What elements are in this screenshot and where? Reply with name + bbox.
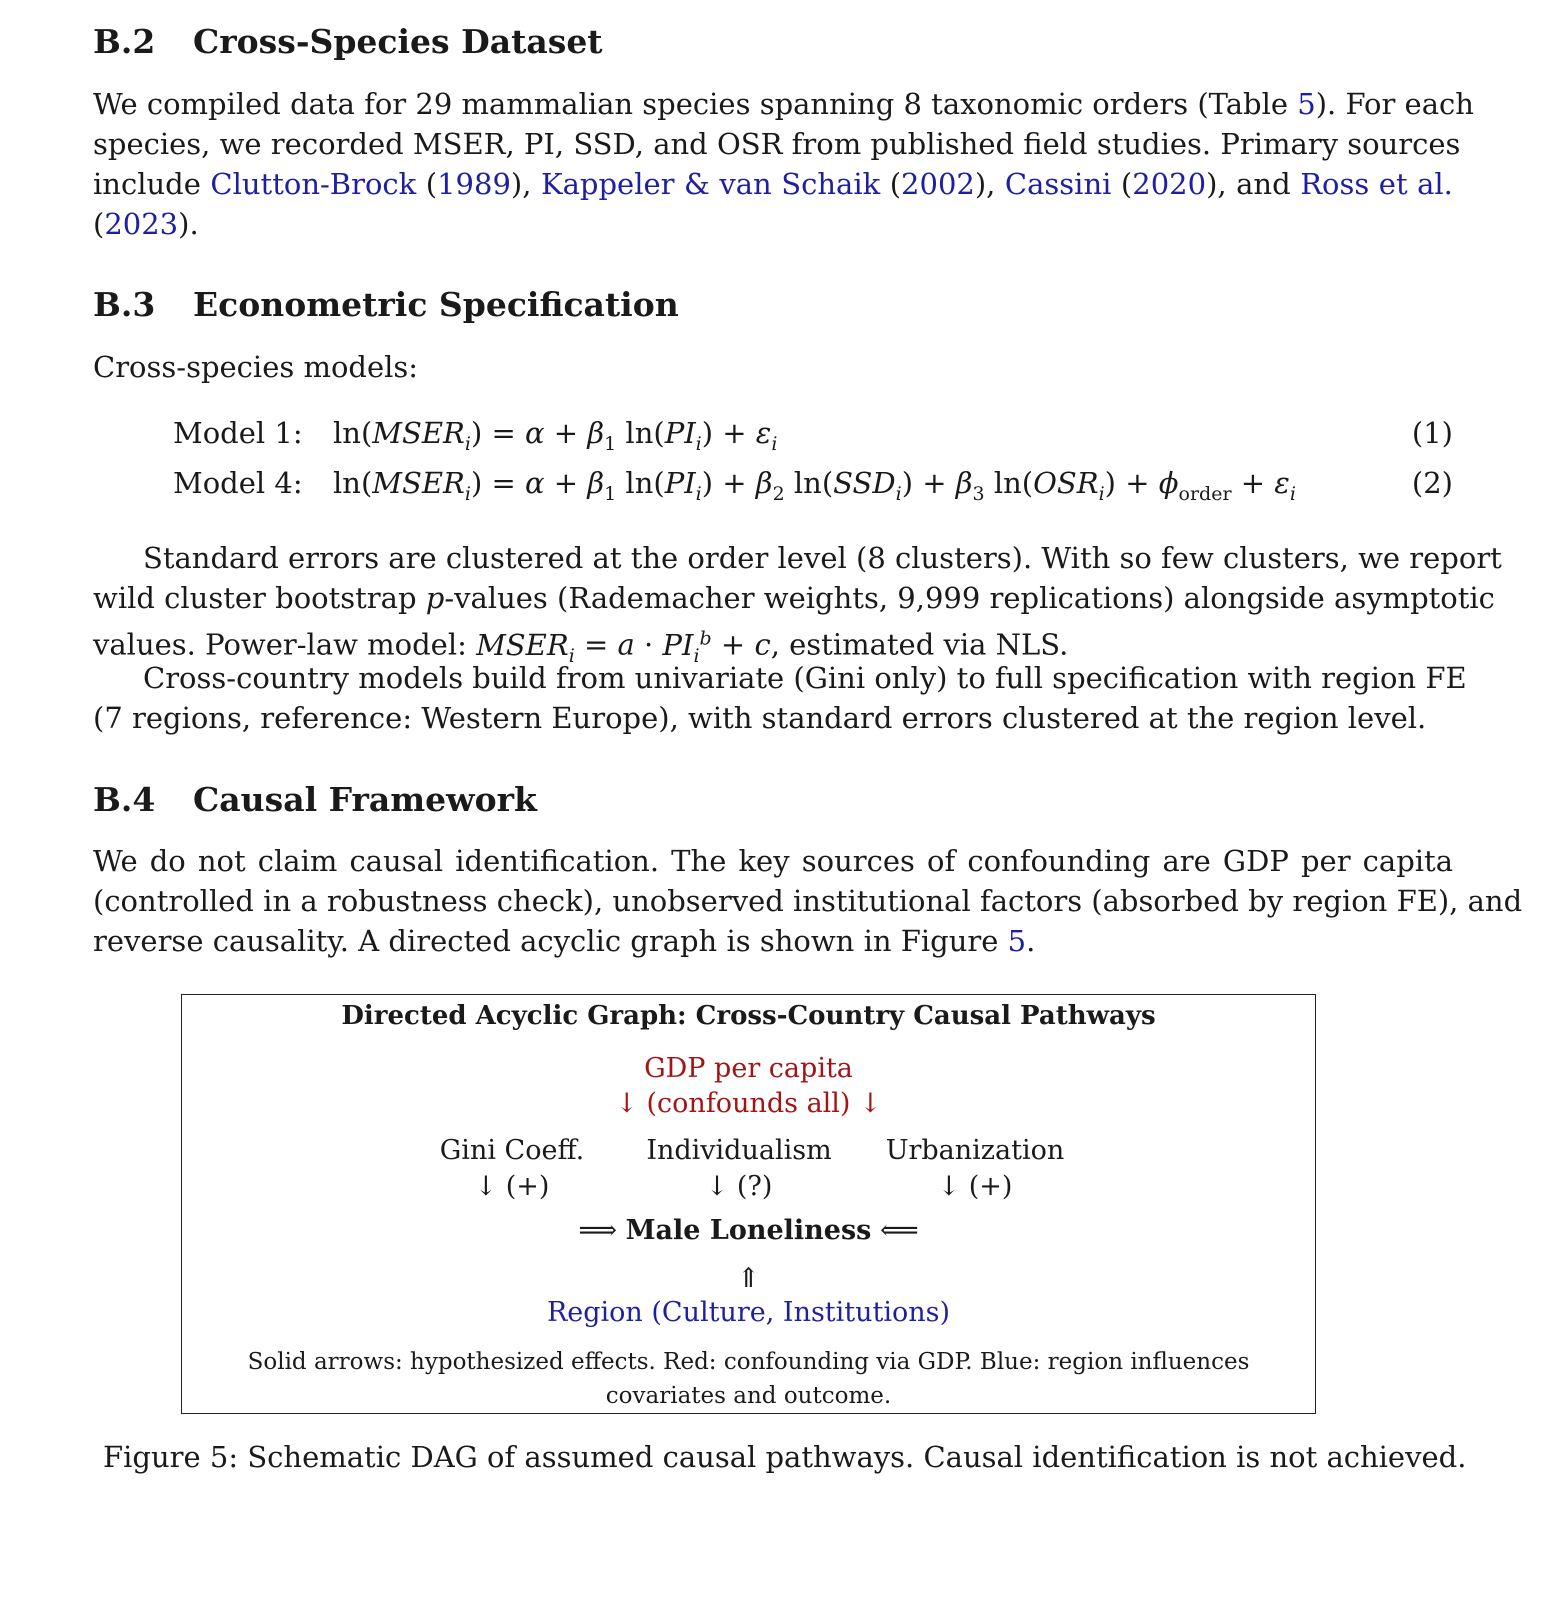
figure-caption: Figure 5: Schematic DAG of assumed causal pathways. Causal identification is not achieved. [103, 1440, 1467, 1474]
confounds-arrow: ↓ (confounds all) ↓ [615, 1088, 882, 1119]
section-heading-b4: B.4 Causal Framework [93, 780, 537, 819]
paragraph-b4: We do not claim causal identification. The key sources of confounding are GDP per capita (controlled in a robustness check), unobserved institutional factors (absorbed by region FE), and reverse causality. A directed acyclic graph is shown in Figure 5. [93, 844, 1523, 958]
citation-cassini-link[interactable]: Cassini [1004, 167, 1112, 201]
dag-figure [181, 994, 1316, 1414]
section-heading-b3: B.3 Econometric Specification [93, 285, 679, 324]
paragraph-b2: We compiled data for 29 mammalian species spanning 8 taxonomic orders (Table 5). For each species, we recorded MSER, PI, SSD, and OSR from published field studies. Primary sources include Clutton-Brock (1989), Kappeler & van Schaik (2002), Cassini (2020), and Ross et al. (2023). [93, 87, 1474, 241]
outcome-right-arrow: ⟸ [879, 1215, 919, 1246]
outcome-left-arrow: ⟹ [578, 1215, 618, 1246]
figure-note: Solid arrows: hypothesized effects. Red: confounding via GDP. Blue: region influences covariates and outcome. [247, 1349, 1250, 1409]
node-individualism: Individualism [646, 1135, 832, 1166]
node-gini: Gini Coeff. [439, 1135, 585, 1166]
paragraph-b3-intro: Cross-species models: [93, 350, 419, 384]
node-urbanization: Urbanization [885, 1135, 1065, 1166]
node-outcome [182, 1215, 1315, 1246]
citation-ross-link[interactable]: Ross et al. [1300, 167, 1453, 201]
figure-title: Directed Acyclic Graph: Cross-Country Causal Pathways [341, 1001, 1156, 1031]
arrow-individualism: ↓ (?) [705, 1171, 773, 1202]
node-region: Region (Culture, Institutions) [546, 1297, 951, 1328]
citation-clutton-brock-year-link[interactable]: 1989 [437, 167, 511, 201]
arrow-gini: ↓ (+) [474, 1171, 550, 1202]
equation-model-4: Model 4: $\ln(MSER_i) = \alpha + \beta_1$ $\ln(PI_i) + \beta_2$ $\ln(SSD_i) + \beta_3$ $\ln(OSR_i) + \phi_{order} + \varepsilon_i$ (2) [173, 466, 1453, 505]
node-gdp: GDP per capita [644, 1053, 853, 1084]
section-heading-b2: B.2 Cross-Species Dataset [93, 22, 603, 61]
citation-cassini-year-link[interactable]: 2020 [1132, 167, 1207, 201]
equation-model-1: Model 1: $\ln(MSER_i) = \alpha + \beta_1$ $\ln(PI_i) + \varepsilon_i$ (1) [173, 416, 1453, 455]
paragraph-b3-errors: Standard errors are clustered at the order level (8 clusters). With so few clusters, we report wild cluster bootstrap p-values (Rademacher weights, 9,999 replications) alongside asymptotic values. Power-law model: $MSER_i = a \cdot PI_i^b + c$, estimated via NLS. Cross-country models build from univariate (Gini only) to full specification with region FE (7 regions, reference: Western Europe), with standard errors clustered at the region level. [93, 541, 1502, 735]
figure-ref-link[interactable]: 5 [1007, 924, 1027, 958]
citation-kappeler-year-link[interactable]: 2002 [901, 167, 975, 201]
table-ref-link[interactable]: 5 [1297, 87, 1316, 121]
outcome-label: Male Loneliness [625, 1215, 872, 1246]
arrow-urbanization: ↓ (+) [937, 1171, 1013, 1202]
region-arrow: ⇑ [737, 1263, 760, 1294]
citation-ross-year-link[interactable]: 2023 [104, 207, 179, 241]
citation-kappeler-link[interactable]: Kappeler & van Schaik [540, 167, 881, 201]
citation-clutton-brock-link[interactable]: Clutton-Brock [210, 167, 417, 201]
